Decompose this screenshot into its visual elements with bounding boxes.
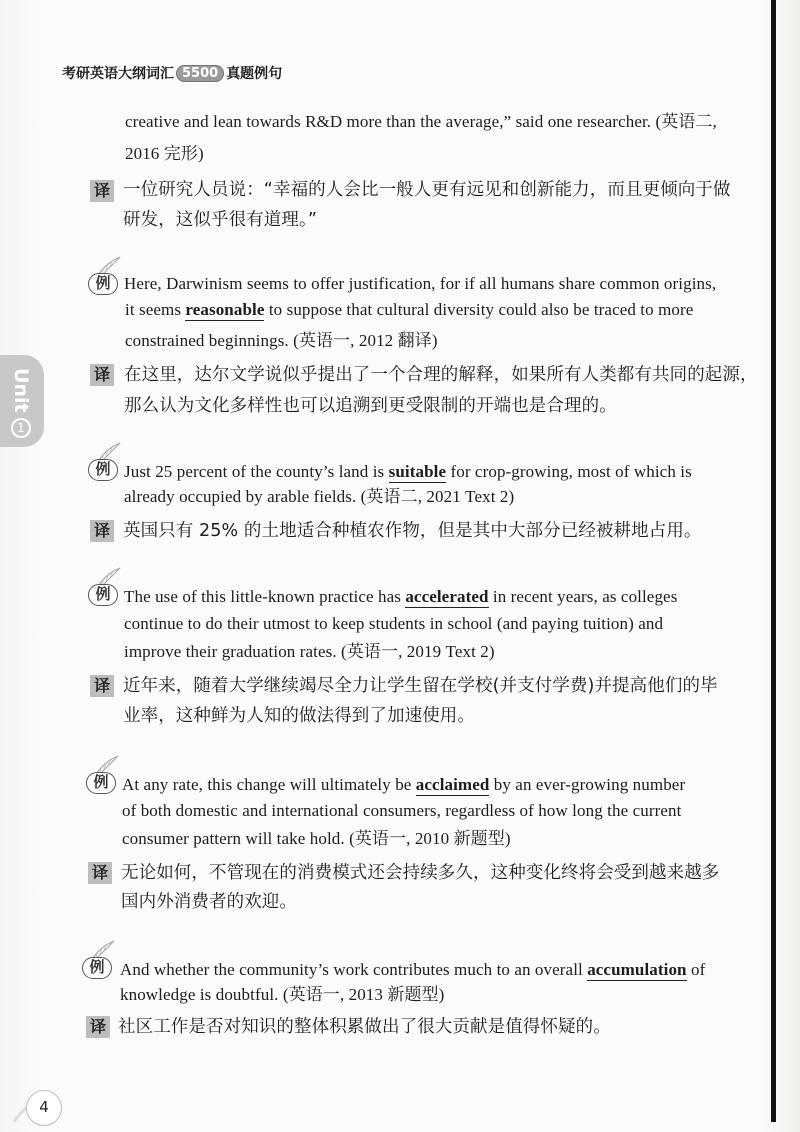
example-line (124, 586, 677, 608)
example-icon (86, 772, 116, 794)
translation-icon: 译 (90, 520, 114, 542)
example-text: by an ever-growing number (489, 775, 686, 794)
translation-line: 在这里，达尔文学说似乎提出了一个合理的解释，如果所有人类都有共同的起源， (124, 365, 758, 385)
example-text: in recent years, as colleges (488, 587, 678, 606)
unit-side-tab (0, 355, 44, 447)
page-number: 4 (26, 1090, 62, 1126)
keyword-highlight: accumulation (587, 960, 687, 979)
example-line (125, 299, 693, 321)
example-badge: 例 (88, 584, 118, 606)
header-badge: 5500 (176, 65, 224, 82)
keyword-highlight: accelerated (405, 587, 489, 606)
example-line: creative and lean towards R&D more than the average,” said one researcher. (英语二, (125, 112, 717, 131)
example-icon (88, 459, 118, 481)
example-line: of both domestic and international consumers, regardless of how long the current (122, 801, 682, 820)
example-line: constrained beginnings. (英语一, 2012 翻译) (125, 331, 438, 350)
translation-line: 英国只有 25% 的土地适合种植农作物，但是其中大部分已经被耕地占用。 (123, 521, 702, 541)
header-title-pre: 考研英语大纲词汇 (62, 66, 174, 82)
example-text: it seems (125, 300, 186, 319)
keyword-highlight: reasonable (185, 300, 265, 319)
example-badge: 例 (86, 772, 116, 794)
translation-icon: 译 (88, 862, 112, 884)
example-line: continue to do their utmost to keep students in school (and paying tuition) and (124, 614, 664, 633)
page-edge-line (771, 0, 776, 1122)
translation-line: 国内外消费者的欢迎。 (121, 892, 297, 912)
example-text: to suppose that cultural diversity could also be traced to more (264, 300, 694, 319)
keyword-highlight: acclaimed (415, 775, 490, 794)
example-text: Just 25 percent of the county’s land is (124, 462, 389, 481)
example-text: And whether the community’s work contributes much to an overall (120, 960, 588, 979)
example-badge: 例 (82, 957, 112, 979)
example-icon (88, 273, 118, 295)
translation-line: 业率，这种鲜为人知的做法得到了加速使用。 (123, 706, 475, 726)
example-text: of (686, 960, 706, 979)
translation-icon: 译 (90, 364, 114, 386)
example-line (124, 461, 692, 483)
translation-icon: 译 (90, 180, 114, 202)
translation-line: 无论如何，不管现在的消费模式还会持续多久，这种变化终将会受到越来越多 (121, 863, 720, 883)
translation-icon: 译 (90, 675, 114, 697)
keyword-highlight: suitable (388, 462, 447, 481)
example-text: At any rate, this change will ultimately be (122, 775, 416, 794)
running-header (62, 63, 282, 83)
example-line: knowledge is doubtful. (英语一, 2013 新题型) (120, 985, 445, 1004)
example-text: The use of this little-known practice has (124, 587, 406, 606)
example-line: already occupied by arable fields. (英语二, 2021 Text 2) (124, 487, 515, 506)
example-badge: 例 (88, 459, 118, 481)
example-line: 2016 完形) (125, 144, 204, 163)
translation-line: 研发，这似乎很有道理。” (123, 210, 318, 230)
translation-line: 一位研究人员说：“幸福的人会比一般人更有远见和创新能力，而且更倾向于做 (123, 180, 731, 200)
translation-line: 近年来，随着大学继续竭尽全力让学生留在学校(并支付学费)并提高他们的毕 (123, 676, 718, 696)
example-text: for crop-growing, most of which is (446, 462, 692, 481)
translation-line: 那么认为文化多样性也可以追溯到更受限制的开端也是合理的。 (124, 396, 617, 416)
example-badge: 例 (88, 273, 118, 295)
unit-label: Unit (10, 367, 32, 413)
unit-number: 1 (11, 418, 31, 438)
example-line: improve their graduation rates. (英语一, 2019 Text 2) (124, 642, 495, 661)
translation-line: 社区工作是否对知识的整体积累做出了很大贡献是值得怀疑的。 (118, 1017, 611, 1037)
example-line: Here, Darwinism seems to offer justification, for if all humans share common origins, (124, 274, 717, 293)
example-icon (88, 584, 118, 606)
example-line: consumer pattern will take hold. (英语一, 2010 新题型) (122, 829, 511, 848)
example-line (120, 959, 705, 981)
example-icon (82, 957, 112, 979)
translation-icon: 译 (86, 1016, 110, 1038)
example-line (122, 774, 685, 796)
header-title-post: 真题例句 (226, 66, 283, 82)
